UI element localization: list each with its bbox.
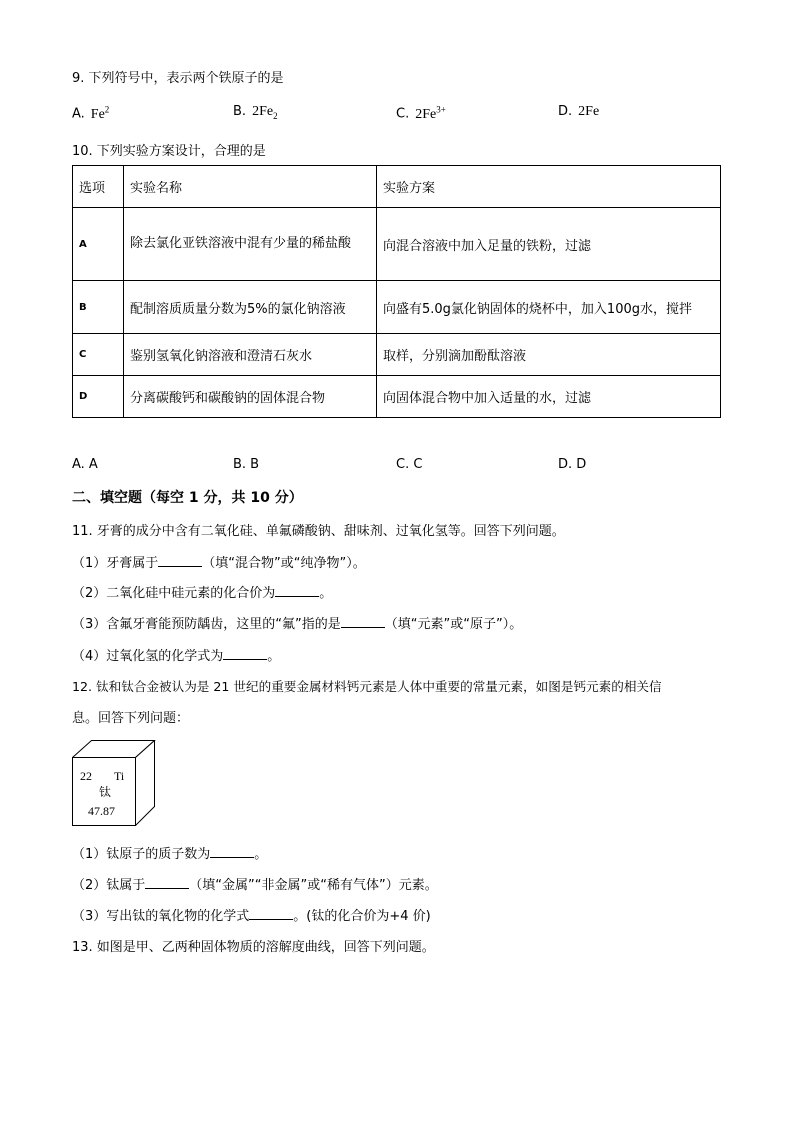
q11-part-1: [72, 552, 366, 571]
q12-part-2: [72, 874, 438, 893]
row-name: 分离碳酸钙和碳酸钠的固体混合物: [124, 376, 377, 418]
option-letter: B.: [233, 104, 247, 119]
option-formula: 2Fe: [578, 104, 600, 119]
q11-stem: 11. 牙膏的成分中含有二氧化硅、单氟磷酸钠、甜味剂、过氧化氢等。回答下列问题。: [72, 524, 565, 539]
element-cube: [72, 740, 156, 826]
row-option: C: [73, 334, 124, 376]
row-name: 除去氯化亚铁溶液中混有少量的稀盐酸: [124, 208, 377, 281]
option-formula: 2Fe: [415, 106, 437, 122]
answer-blank[interactable]: [223, 647, 267, 660]
q9-option-c[interactable]: [396, 104, 446, 123]
q10-option-c[interactable]: C. C: [396, 457, 423, 472]
q9-stem: 9. 下列符号中，表示两个铁原子的是: [72, 71, 284, 86]
q10-option-a[interactable]: A. A: [72, 457, 98, 472]
answer-blank[interactable]: [145, 876, 189, 889]
header-name: 实验名称: [124, 166, 377, 208]
option-superscript: 3+: [436, 104, 446, 114]
experiment-table: [72, 165, 721, 418]
q13-stem: 13. 如图是甲、乙两种固体物质的溶解度曲线，回答下列问题。: [72, 940, 435, 955]
part-prefix: （2）钛属于: [72, 878, 146, 893]
answer-blank[interactable]: [275, 584, 319, 597]
q10-option-b[interactable]: B. B: [233, 457, 260, 472]
answer-blank[interactable]: [210, 845, 254, 858]
row-plan: 向固体混合物中加入适量的水，过滤: [377, 376, 721, 418]
table-header-row: [73, 166, 721, 208]
part-suffix: 。: [267, 649, 281, 664]
row-option: A: [73, 208, 124, 281]
element-symbol: Ti: [114, 769, 125, 783]
part-suffix: （填“混合物”或“纯净物”）。: [202, 556, 366, 571]
option-superscript: 2: [104, 104, 110, 114]
option-subscript: 2: [273, 110, 278, 121]
part-prefix: （1）钛原子的质子数为: [72, 847, 211, 862]
row-option: D: [73, 376, 124, 418]
part-prefix: （1）牙膏属于: [72, 556, 159, 571]
element-atomic-mass: 47.87: [88, 804, 115, 818]
row-plan: 取样，分别滴加酚酞溶液: [377, 334, 721, 376]
part-suffix: （填“元素”或“原子”）。: [384, 617, 523, 632]
row-plan: 向混合溶液中加入足量的铁粉，过滤: [377, 208, 721, 281]
part-suffix: 。(钛的化合价为+4 价): [293, 909, 431, 924]
element-name: 钛: [99, 785, 112, 799]
table-row: [73, 376, 721, 418]
q11-part-4: [72, 645, 280, 664]
header-option: 选项: [73, 166, 124, 208]
q12-stem-line2: 息。回答下列问题：: [72, 711, 190, 726]
part-prefix: （2）二氧化硅中硅元素的化合价为: [72, 586, 276, 601]
element-atomic-number: 22: [80, 769, 92, 783]
q11-part-3: [72, 613, 522, 632]
option-letter: A.: [72, 106, 85, 122]
header-plan: 实验方案: [377, 166, 721, 208]
section-title: 二、填空题（每空 1 分，共 10 分）: [72, 490, 303, 506]
q10-stem: 10. 下列实验方案设计，合理的是: [72, 144, 266, 159]
answer-blank[interactable]: [249, 907, 293, 920]
row-option: B: [73, 281, 124, 334]
option-letter: D.: [558, 104, 573, 119]
option-letter: C.: [396, 106, 410, 122]
q12-part-3: [72, 905, 431, 924]
option-formula: 2Fe: [252, 104, 274, 119]
part-prefix: （4）过氧化氢的化学式为: [72, 649, 224, 664]
q12-part-1: [72, 843, 267, 862]
q12-stem-line1: 12. 钛和钛合金被认为是 21 世纪的重要金属材料钙元素是人体中重要的常量元素，如图是钙元素的相关信: [72, 679, 662, 694]
table-row: [73, 208, 721, 281]
answer-blank[interactable]: [341, 615, 385, 628]
option-formula: Fe: [90, 106, 105, 122]
part-prefix: （3）含氟牙膏能预防龋齿，这里的“氟”指的是: [72, 617, 341, 632]
row-name: 鉴别氢氧化钠溶液和澄清石灰水: [124, 334, 377, 376]
q11-part-2: [72, 582, 332, 601]
q9-option-b[interactable]: [233, 104, 278, 121]
table-row: [73, 334, 721, 376]
answer-blank[interactable]: [158, 554, 202, 567]
part-suffix: （填“金属”“非金属”或“稀有气体”）元素。: [189, 878, 438, 893]
row-plan: 向盛有5.0g氯化钠固体的烧杯中，加入100g水，搅拌: [377, 281, 721, 334]
part-suffix: 。: [319, 586, 333, 601]
part-suffix: 。: [254, 847, 268, 862]
table-row: [73, 281, 721, 334]
part-prefix: （3）写出钛的氧化物的化学式: [72, 909, 250, 924]
q9-option-a[interactable]: [72, 104, 109, 123]
q10-option-d[interactable]: D. D: [558, 457, 587, 472]
q9-option-d[interactable]: [558, 104, 599, 120]
row-name: 配制溶质质量分数为5%的氯化钠溶液: [124, 281, 377, 334]
